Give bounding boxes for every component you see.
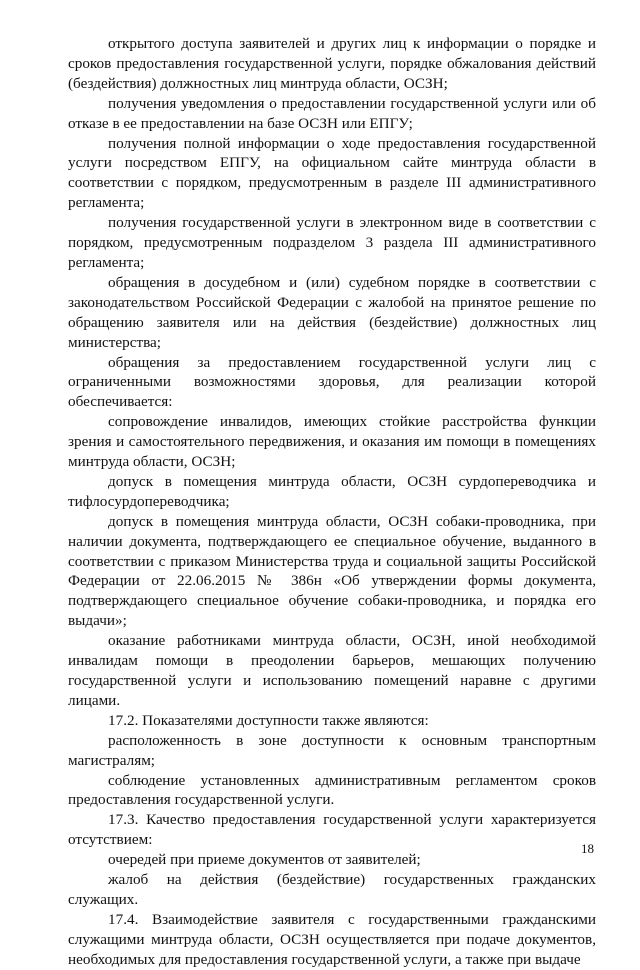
paragraph: соблюдение установленных административным регламентом сроков предоставления государственной услуги. (68, 771, 596, 809)
paragraph: оказание работниками минтруда области, ОСЗН, иной необходимой инвалидам помощи в преодолении барьеров, мешающих получению государственной услуги и использованию помещений наравне с другими лицами. (68, 632, 596, 709)
paragraph: 17.4. Взаимодействие заявителя с государственными гражданскими служащими минтруда области, ОСЗН осуществляется при подаче документов, необходимых для предоставления государственной услуги, а также при выдаче (68, 910, 596, 968)
paragraph: 17.3. Качество предоставления государственной услуги характеризуется отсутствием: (68, 811, 596, 849)
paragraph: получения полной информации о ходе предоставления государственной услуги посредством ЕПГУ, на официальном сайте минтруда области в соответствии с порядком, предусмотренным в разделе III административного регламента; (68, 134, 596, 212)
paragraph: обращения за предоставлением государственной услуги лиц с ограниченными возможностями здоровья, для реализации которой обеспечивается: (68, 353, 596, 411)
paragraph: допуск в помещения минтруда области, ОСЗН собаки-проводника, при наличии документа, подтверждающего ее специальное обучение, выданного в соответствии с приказом Министерства труда и социальной защиты Российской Федерации от 22.06.2015 № 386н «Об утверждении формы документа, подтверждающего специальное обучение собаки-проводника, и порядка его выдачи»; (68, 512, 596, 630)
page-number: 18 (581, 841, 594, 856)
paragraph: очередей при приеме документов от заявителей; (108, 851, 421, 869)
document-body (68, 34, 596, 970)
paragraph: сопровождение инвалидов, имеющих стойкие расстройства функции зрения и самостоятельного передвижения, и оказания им помощи в помещениях минтруда области, ОСЗН; (68, 413, 596, 471)
paragraph: допуск в помещения минтруда области, ОСЗН сурдопереводчика и тифлосурдопереводчика; (68, 472, 596, 510)
paragraph: жалоб на действия (бездействие) государственных гражданских служащих. (68, 871, 596, 908)
paragraph: обращения в досудебном и (или) судебном порядке в соответствии с законодательством Российской Федерации с жалобой на принятое решение по обращению заявителя или на действия (бездействие) должностных лиц министерства; (68, 273, 596, 351)
paragraph: получения уведомления о предоставлении государственной услуги или об отказе в ее предоставлении на базе ОСЗН или ЕПГУ; (68, 94, 596, 132)
paragraph: открытого доступа заявителей и других лиц к информации о порядке и сроков предоставления государственной услуги, порядке обжалования действий (бездействия) должностных лиц минтруда области, ОСЗН; (68, 35, 596, 92)
paragraph: получения государственной услуги в электронном виде в соответствии с порядком, предусмотренным подразделом 3 раздела III административного регламента; (68, 214, 596, 271)
paragraph: 17.2. Показателями доступности также являются: (108, 711, 429, 729)
paragraph: расположенность в зоне доступности к основным транспортным магистралям; (68, 731, 596, 769)
